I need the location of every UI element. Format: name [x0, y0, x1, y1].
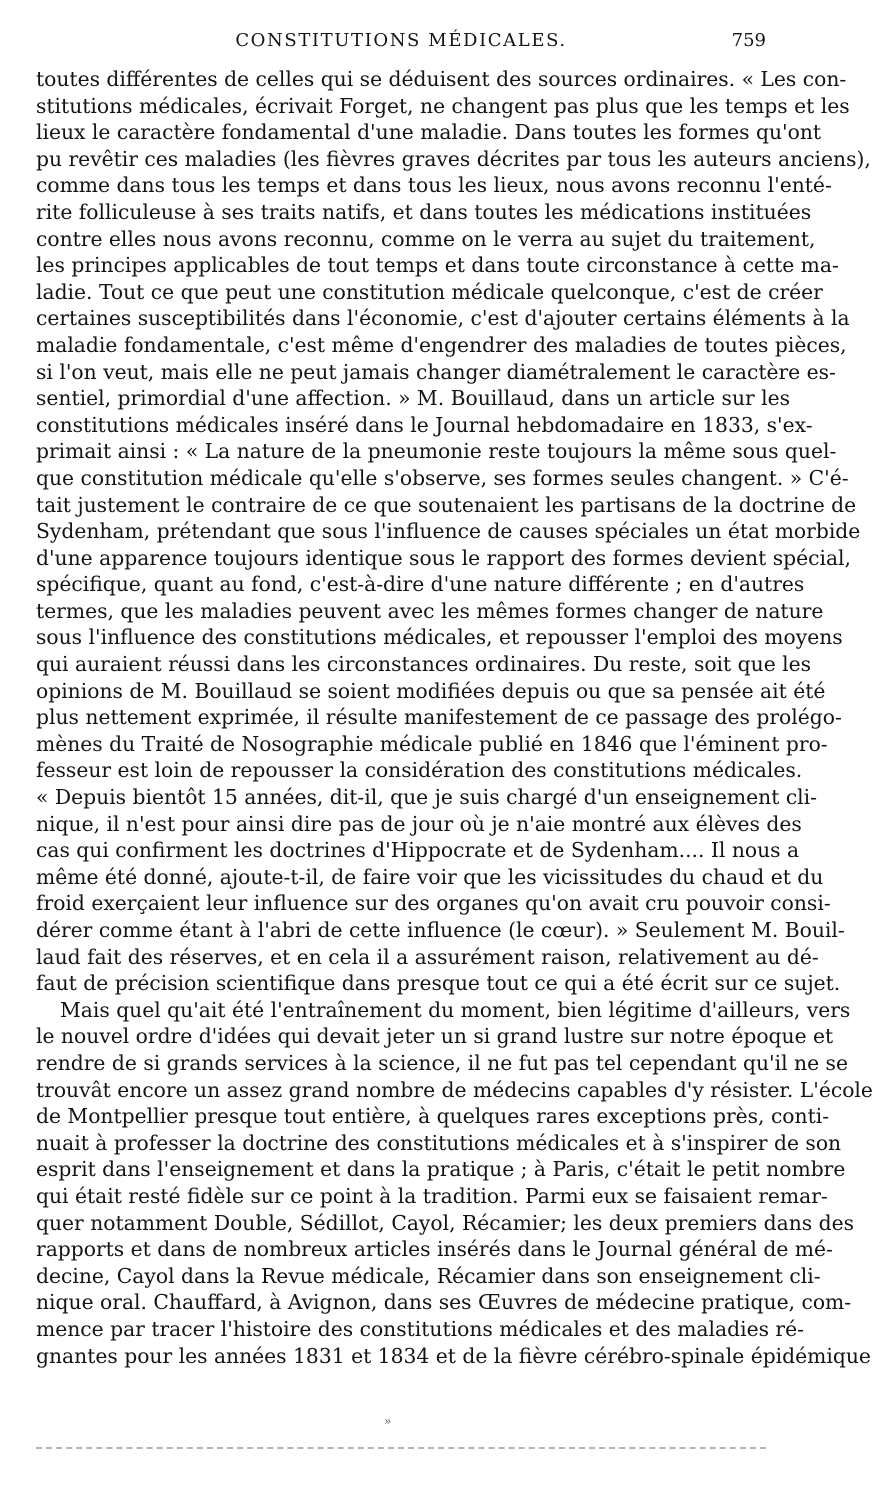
text-line: le nouvel ordre d'idées qui devait jeter un si grand lustre sur notre époque et — [36, 1024, 834, 1049]
text-line: si l'on veut, mais elle ne peut jamais changer diamétralement le caractère es- — [36, 359, 836, 384]
text-line: opinions de M. Bouillaud se soient modifiées depuis ou que sa pensée ait été — [36, 678, 826, 703]
text-line: rapports et dans de nombreux articles insérés dans le Journal général de mé- — [36, 1237, 833, 1262]
text-line: les principes applicables de tout temps et dans toute circonstance à cette ma- — [36, 253, 839, 278]
printer-mark: » — [384, 1414, 392, 1428]
text-line: plus nettement exprimée, il résulte manifestement de ce passage des prolégo- — [36, 705, 842, 730]
text-line: laud fait des réserves, et en cela il a assurément raison, relativement au dé- — [36, 944, 819, 969]
page-number: 759 — [731, 30, 766, 51]
text-line: decine, Cayol dans la Revue médicale, Récamier dans son enseignement cli- — [36, 1263, 821, 1288]
text-line: sous l'influence des constitutions médicales, et repousser l'emploi des moyens — [36, 625, 843, 650]
text-line: primait ainsi : « La nature de la pneumonie reste toujours la même sous quel- — [36, 439, 837, 464]
text-line: mence par tracer l'histoire des constitutions médicales et des maladies ré- — [36, 1316, 804, 1341]
body-text — [36, 66, 873, 1369]
text-line: rendre de si grands services à la science, il ne fut pas tel cependant qu'il ne se — [36, 1050, 848, 1075]
text-line: tait justement le contraire de ce que soutenaient les partisans de la doctrine de — [36, 492, 857, 517]
text-line: esprit dans l'enseignement et dans la pratique ; à Paris, c'était le petit nombre — [36, 1157, 846, 1182]
text-line: rite folliculeuse à ses traits natifs, et dans toutes les médications instituées — [36, 199, 812, 224]
text-line: qui était resté fidèle sur ce point à la tradition. Parmi eux se faisaient remar- — [36, 1183, 828, 1208]
text-line: stitutions médicales, écrivait Forget, ne changent pas plus que les temps et les — [36, 93, 850, 118]
text-line: comme dans tous les temps et dans tous les lieux, nous avons reconnu l'enté- — [36, 173, 832, 198]
text-line: sentiel, primordial d'une affection. » M. Bouillaud, dans un article sur les — [36, 386, 791, 411]
text-line: quer notamment Double, Sédillot, Cayol, Récamier; les deux premiers dans des — [36, 1210, 855, 1235]
text-line: Sydenham, prétendant que sous l'influence de causes spéciales un état morbide — [36, 519, 861, 544]
text-line: dérer comme étant à l'abri de cette influence (le cœur). » Seulement M. Bouil- — [36, 918, 845, 942]
text-line: constitutions médicales inséré dans le Journal hebdomadaire en 1833, s'ex- — [36, 412, 813, 437]
text-line: certaines susceptibilités dans l'économie, c'est d'ajouter certains éléments à la — [36, 306, 850, 331]
text-line: que constitution médicale qu'elle s'observe, ses formes seules changent. » C'é- — [36, 465, 849, 490]
text-line: même été donné, ajoute-t-il, de faire voir que les vicissitudes du chaud et du — [36, 864, 824, 889]
text-line: trouvât encore un assez grand nombre de médecins capables d'y résister. L'école — [36, 1077, 873, 1102]
text-line: faut de précision scientifique dans presque tout ce qui a été écrit sur ce sujet. — [36, 971, 841, 996]
text-line: cas qui confirment les doctrines d'Hippocrate et de Sydenham.... Il nous a — [36, 838, 800, 863]
text-line: d'une apparence toujours identique sous le rapport des formes devient spécial, — [36, 545, 851, 570]
text-line: maladie fondamentale, c'est même d'engendrer des maladies de toutes pièces, — [36, 332, 847, 357]
text-line: spécifique, quant au fond, c'est-à-dire d'une nature différente ; en d'autres — [36, 572, 805, 597]
text-line: de Montpellier presque tout entière, à quelques rares exceptions près, conti- — [36, 1104, 830, 1129]
text-line: Mais quel qu'ait été l'entraînement du moment, bien légitime d'ailleurs, vers — [60, 997, 851, 1022]
text-line: nique oral. Chauffard, à Avignon, dans ses Œuvres de médecine pratique, com- — [36, 1290, 852, 1315]
text-line: qui auraient réussi dans les circonstances ordinaires. Du reste, soit que les — [36, 652, 812, 677]
text-line: fesseur est loin de repousser la considération des constitutions médicales. — [36, 758, 803, 783]
text-line: froid exerçaient leur influence sur des organes qu'on avait cru pouvoir consi- — [36, 891, 831, 916]
text-line: contre elles nous avons reconnu, comme on le verra au sujet du traitement, — [36, 226, 816, 251]
text-line: nique, il n'est pour ainsi dire pas de jour où je n'aie montré aux élèves des — [36, 811, 802, 836]
text-line: nuait à professer la doctrine des constitutions médicales et à s'inspirer de son — [36, 1130, 842, 1155]
footer-rule — [36, 1447, 766, 1449]
running-head — [36, 30, 766, 56]
text-line: mènes du Traité de Nosographie médicale publié en 1846 que l'éminent pro- — [36, 731, 828, 756]
text-line: gnantes pour les années 1831 et 1834 et de la fièvre cérébro-spinale épidémique — [36, 1343, 871, 1368]
text-line: pu revêtir ces maladies (les fièvres graves décrites par tous les auteurs anciens), — [36, 146, 871, 171]
text-line: ladie. Tout ce que peut une constitution médicale quelconque, c'est de créer — [36, 279, 823, 304]
running-title: CONSTITUTIONS MÉDICALES. — [235, 30, 567, 51]
text-line: lieux le caractère fondamental d'une maladie. Dans toutes les formes qu'ont — [36, 120, 822, 145]
text-line: termes, que les maladies peuvent avec les mêmes formes changer de nature — [36, 598, 824, 623]
text-line: toutes différentes de celles qui se déduisent des sources ordinaires. « Les con- — [36, 67, 847, 91]
text-line: « Depuis bientôt 15 années, dit-il, que je suis chargé d'un enseignement cli- — [36, 785, 818, 810]
